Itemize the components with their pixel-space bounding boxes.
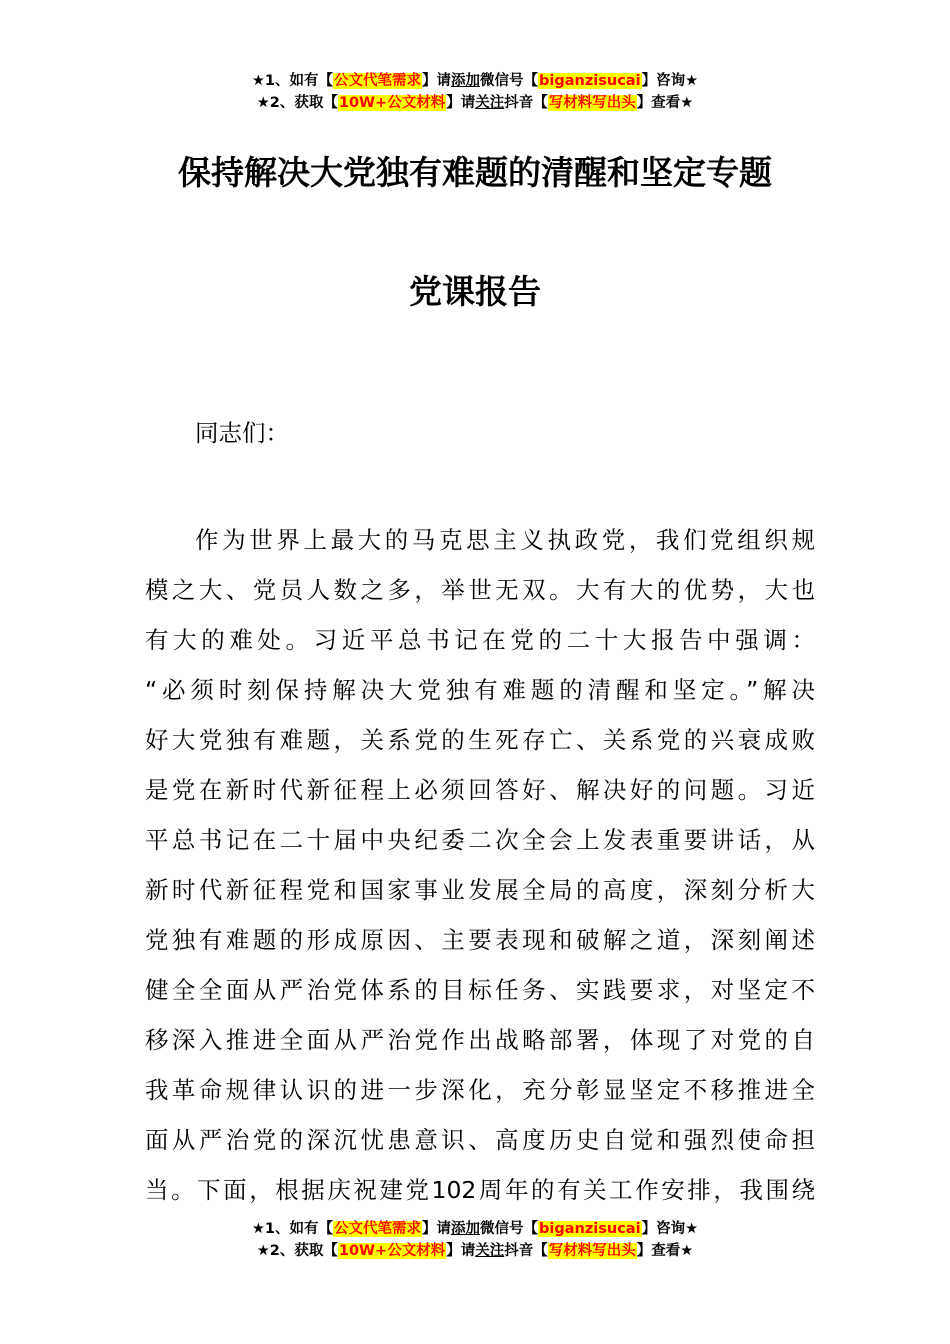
footer-banner [0, 1218, 950, 1262]
paragraph-line: 作为世界上最大的马克思主义执政党，我们党组织规 [195, 526, 815, 554]
paragraph-line: 是党在新时代新征程上必须回答好、解决好的问题。习近 [145, 776, 815, 804]
banner-line-1 [0, 70, 950, 92]
banner-text: 微信号【 [480, 1221, 539, 1237]
paragraph-line: 好大党独有难题，关系党的生死存亡、关系党的兴衰成败 [145, 726, 815, 754]
banner-line-2 [0, 92, 950, 114]
paragraph-line: 我革命规律认识的进一步深化，充分彰显坚定不移推进全 [145, 1076, 815, 1104]
paragraph-line: 移深入推进全面从严治党作出战略部署，体现了对党的自 [145, 1026, 815, 1054]
banner-text: 】咨询★ [641, 73, 699, 89]
document-title-line-2: 党课报告 [409, 272, 541, 311]
banner-highlight: 公文代笔需求 [334, 1221, 422, 1237]
header-banner [0, 70, 950, 114]
banner-text: ★1、如有【 [251, 73, 334, 89]
banner-highlight: 10W+公文材料 [338, 1243, 446, 1259]
banner-highlight: biganzisucai [539, 73, 641, 89]
paragraph-line: 面从严治党的深沉忧患意识、高度历史自觉和强烈使命担 [145, 1126, 815, 1154]
paragraph-line: 当。下面，根据庆祝建党102周年的有关工作安排，我围绕 [145, 1176, 815, 1204]
banner-text: 】请 [422, 1221, 452, 1237]
paragraph-line: 平总书记在二十届中央纪委二次全会上发表重要讲话，从 [145, 826, 815, 854]
banner-highlight: 写材料写出头 [548, 95, 636, 111]
banner-line-2 [0, 1240, 950, 1262]
paragraph-line: “必须时刻保持解决大党独有难题的清醒和坚定。”解决 [145, 676, 815, 704]
banner-underline: 添加 [451, 1221, 481, 1237]
paragraph-line: 模之大、党员人数之多，举世无双。大有大的优势，大也 [145, 576, 815, 604]
banner-highlight: 写材料写出头 [548, 1243, 636, 1259]
banner-text: ★2、获取【 [256, 95, 338, 111]
banner-text: 】查看★ [636, 95, 694, 111]
paragraph-line: 健全全面从严治党体系的目标任务、实践要求，对坚定不 [145, 976, 815, 1004]
paragraph-line: 有大的难处。习近平总书记在党的二十大报告中强调： [145, 626, 815, 654]
banner-text: 】请 [446, 95, 476, 111]
banner-text: 微信号【 [480, 73, 539, 89]
banner-text: 抖音【 [504, 1243, 548, 1259]
banner-text: 】请 [446, 1243, 476, 1259]
banner-text: 】请 [422, 73, 452, 89]
body-paragraph [145, 515, 815, 1215]
banner-text: ★2、获取【 [256, 1243, 338, 1259]
banner-underline: 添加 [451, 73, 481, 89]
banner-text: 】查看★ [636, 1243, 694, 1259]
banner-text: 抖音【 [504, 95, 548, 111]
banner-text: ★1、如有【 [251, 1221, 334, 1237]
banner-highlight: 10W+公文材料 [338, 95, 446, 111]
banner-highlight: 公文代笔需求 [334, 73, 422, 89]
banner-line-1 [0, 1218, 950, 1240]
banner-underline: 关注 [475, 95, 505, 111]
banner-underline: 关注 [475, 1243, 505, 1259]
banner-text: 】咨询★ [641, 1221, 699, 1237]
paragraph-line: 新时代新征程党和国家事业发展全局的高度，深刻分析大 [145, 876, 815, 904]
greeting: 同志们： [195, 419, 289, 447]
paragraph-line: 党独有难题的形成原因、主要表现和破解之道，深刻阐述 [145, 926, 815, 954]
banner-highlight: biganzisucai [539, 1221, 641, 1237]
document-title-line-1: 保持解决大党独有难题的清醒和坚定专题 [178, 153, 772, 192]
